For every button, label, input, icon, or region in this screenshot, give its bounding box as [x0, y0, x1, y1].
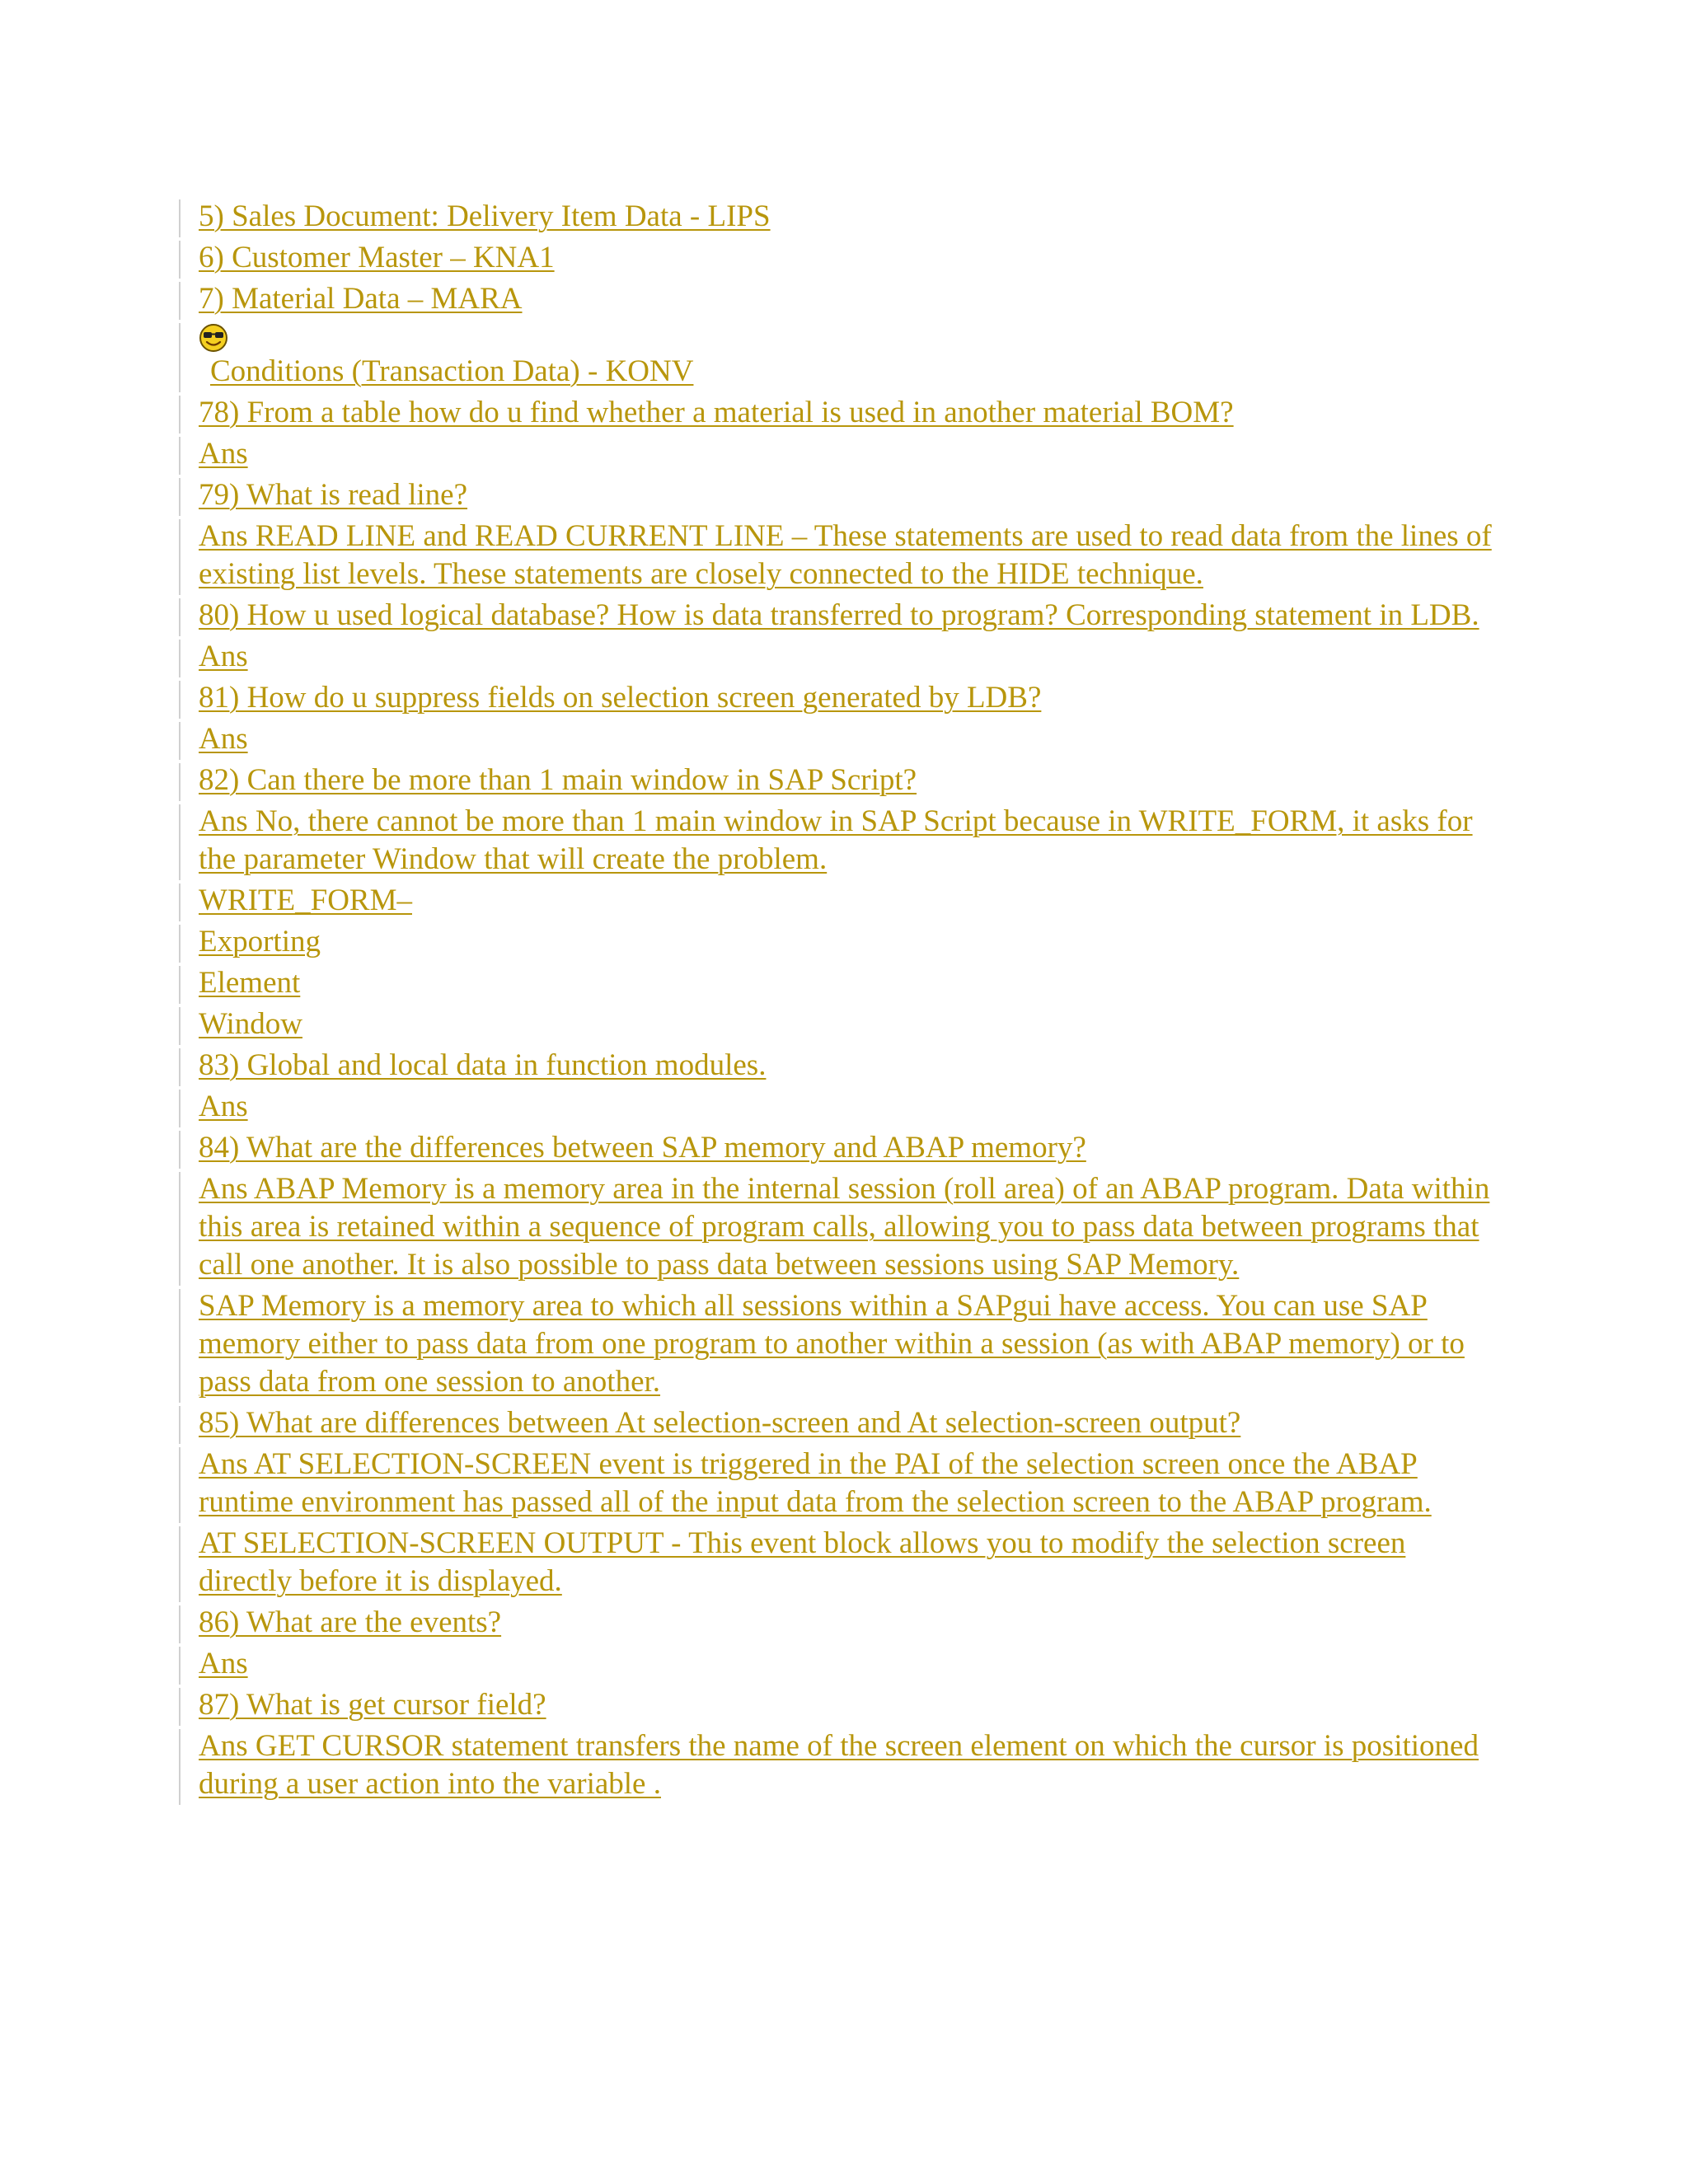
- sunglasses-smiley-icon: [199, 323, 228, 353]
- question-link[interactable]: 78) From a table how do u find whether a material is used in another material BOM?: [199, 396, 1234, 429]
- answer-link[interactable]: Ans: [199, 1090, 248, 1123]
- answer-item: [179, 1088, 1506, 1126]
- answer-link[interactable]: Ans AT SELECTION-SCREEN event is triggered in the PAI of the selection screen once the ABAP runtime environment has passed all of the input data from the selection screen to the ABAP program.: [199, 1447, 1432, 1519]
- answer-item: [179, 1525, 1506, 1601]
- answer-item: [179, 435, 1506, 473]
- question-link[interactable]: 81) How do u suppress fields on selection screen generated by LDB?: [199, 681, 1042, 715]
- question-link[interactable]: 82) Can there be more than 1 main window in SAP Script?: [199, 763, 917, 797]
- list-item: [179, 353, 1506, 391]
- list-item: [179, 239, 1506, 277]
- answer-item: [179, 1446, 1506, 1521]
- list-item: [179, 280, 1506, 318]
- question-link[interactable]: 86) What are the events?: [199, 1605, 502, 1639]
- answer-link[interactable]: Ans No, there cannot be more than 1 main window in SAP Script because in WRITE_FORM, it asks for the parameter Window that will create the problem.: [199, 804, 1473, 876]
- question-item: [179, 1686, 1506, 1724]
- list-item: [179, 198, 1506, 236]
- answer-link[interactable]: SAP Memory is a memory area to which all sessions within a SAPgui have access. You can use SAP memory either to pass data from one program to another within a session (as with ABAP memory) or to pass data from one session to another.: [199, 1289, 1465, 1399]
- question-item: [179, 597, 1506, 635]
- link-line[interactable]: Conditions (Transaction Data) - KONV: [210, 354, 694, 388]
- question-item: [179, 679, 1506, 717]
- link-line[interactable]: 5) Sales Document: Delivery Item Data - LIPS: [199, 199, 771, 233]
- answer-link[interactable]: Ans: [199, 437, 248, 471]
- question-item: [179, 394, 1506, 432]
- question-item: [179, 476, 1506, 514]
- answer-item: [179, 518, 1506, 593]
- question-link[interactable]: 85) What are differences between At selection-screen and At selection-screen output?: [199, 1406, 1241, 1440]
- question-item: [179, 1129, 1506, 1167]
- answer-item: [179, 638, 1506, 676]
- answer-link[interactable]: Ans: [199, 1647, 248, 1680]
- emoticon-row: [179, 321, 1506, 353]
- link-line[interactable]: 6) Customer Master – KNA1: [199, 241, 555, 274]
- answer-link[interactable]: Ans: [199, 722, 248, 756]
- code-link[interactable]: WRITE_FORM–: [199, 883, 412, 917]
- code-item: [179, 882, 1506, 920]
- code-item: [179, 964, 1506, 1002]
- code-link[interactable]: Exporting: [199, 925, 321, 958]
- question-item: [179, 1404, 1506, 1442]
- question-link[interactable]: 79) What is read line?: [199, 478, 468, 512]
- answer-link[interactable]: Ans GET CURSOR statement transfers the name of the screen element on which the cursor is positioned during a user action into the variable .: [199, 1729, 1479, 1801]
- code-link[interactable]: Window: [199, 1007, 302, 1041]
- question-link[interactable]: 83) Global and local data in function modules.: [199, 1048, 767, 1082]
- answer-item: [179, 1287, 1506, 1401]
- question-item: [179, 1047, 1506, 1085]
- answer-link[interactable]: Ans: [199, 640, 248, 673]
- question-item: [179, 1604, 1506, 1642]
- answer-link[interactable]: Ans READ LINE and READ CURRENT LINE – These statements are used to read data from the lines of existing list levels. These statements are closely connected to the HIDE technique.: [199, 519, 1492, 591]
- answer-item: [179, 1727, 1506, 1803]
- code-item: [179, 1005, 1506, 1043]
- answer-link[interactable]: Ans ABAP Memory is a memory area in the internal session (roll area) of an ABAP program. Data within this area is retained within a sequence of program calls, allowing you to pass data between programs that call one another. It is also possible to pass data between sessions using SAP Memory.: [199, 1172, 1490, 1282]
- document-content: [179, 198, 1506, 1807]
- link-line[interactable]: 7) Material Data – MARA: [199, 282, 523, 316]
- question-item: [179, 762, 1506, 799]
- answer-item: [179, 720, 1506, 758]
- question-link[interactable]: 84) What are the differences between SAP memory and ABAP memory?: [199, 1131, 1086, 1165]
- answer-item: [179, 1170, 1506, 1284]
- code-link[interactable]: Element: [199, 966, 301, 1000]
- question-link[interactable]: 87) What is get cursor field?: [199, 1688, 546, 1722]
- code-item: [179, 923, 1506, 961]
- answer-item: [179, 1645, 1506, 1683]
- question-link[interactable]: 80) How u used logical database? How is data transferred to program? Corresponding statement in LDB.: [199, 598, 1479, 632]
- answer-item: [179, 803, 1506, 879]
- answer-link[interactable]: AT SELECTION-SCREEN OUTPUT - This event block allows you to modify the selection screen directly before it is displayed.: [199, 1526, 1406, 1598]
